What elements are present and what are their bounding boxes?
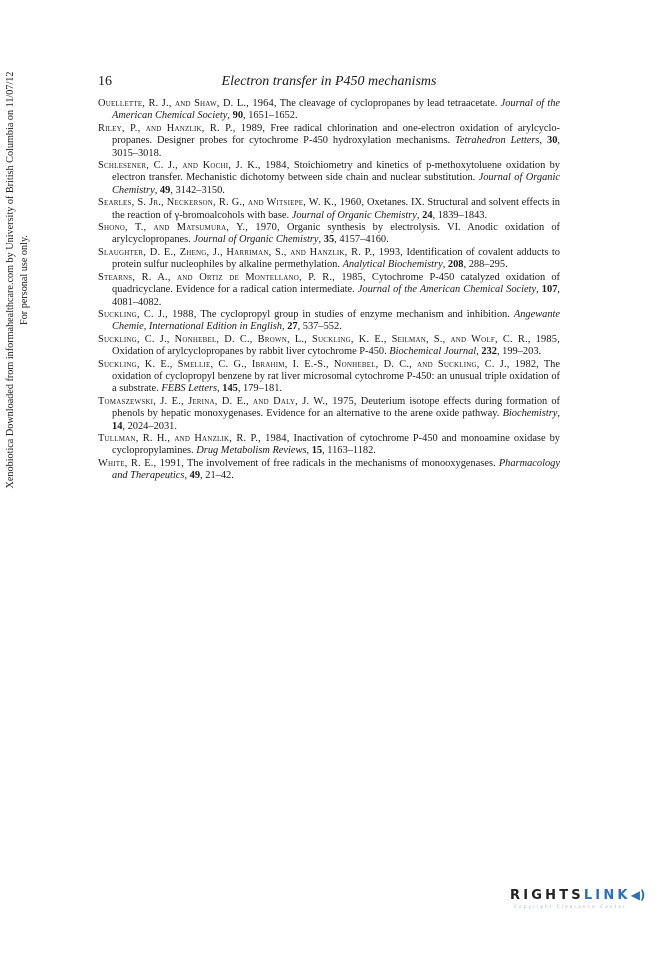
- reference-pages: , 1163–1182.: [322, 445, 376, 457]
- reference-title: The oxidation of cyclopropyl benzene by rat liver microsomal cytochrome P-450: an unusual triple oxidation of a substrate.: [112, 358, 560, 395]
- logo-rights-text: RIGHTS: [510, 888, 584, 903]
- reference-separator: ,: [318, 234, 324, 246]
- reference-volume: 49: [159, 184, 171, 196]
- reference-entry: [98, 222, 560, 247]
- reference-entry: [98, 458, 560, 483]
- reference-journal: Drug Metabolism Reviews: [196, 445, 307, 457]
- reference-entry: [98, 160, 560, 197]
- reference-authors: Tullman, R. H., and Hanzlik, R. P., 1984,: [98, 432, 290, 444]
- running-title: Electron transfer in P450 mechanisms: [221, 74, 437, 89]
- reference-authors: Schlesener, C. J., and Kochi, J. K., 1984,: [98, 160, 290, 172]
- reference-journal: Angewante Chemie, International Edition in English: [112, 308, 561, 333]
- reference-authors: Shono, T., and Matsumura, Y., 1970,: [98, 222, 280, 234]
- reference-volume: 208: [447, 259, 464, 271]
- logo-tagline: Copyright Clearance Center: [514, 904, 627, 909]
- reference-separator: ,: [306, 445, 312, 457]
- reference-journal: Journal of the American Chemical Society: [357, 284, 537, 296]
- reference-list: [98, 98, 560, 483]
- reference-separator: ,: [227, 110, 233, 122]
- reference-separator: ,: [536, 284, 542, 296]
- reference-authors: Suckling, K. E., Smellie, C. G., Ibrahim, I. E.-S., Nonhebel, D. C., and Suckling, C. J., 1982,: [98, 358, 540, 370]
- reference-title: Organic synthesis by electrolysis. VI. Anodic oxidation of arylcyclopropanes.: [112, 222, 561, 246]
- reference-volume: 145: [222, 383, 238, 395]
- reference-authors: Ouellette, R. J., and Shaw, D. L., 1964,: [98, 98, 277, 109]
- logo-link-text: LINK: [583, 888, 631, 903]
- reference-pages: , 21–42.: [200, 470, 234, 482]
- rightslink-mark-icon: ◀): [630, 888, 646, 902]
- reference-pages: , 179–181.: [237, 383, 283, 395]
- watermark-line-1: Xenobiotica Downloaded from informahealthcare.com by University of British Columbia on 11/07/12: [5, 71, 16, 489]
- reference-entry: [98, 247, 560, 272]
- reference-journal: Biochemistry: [502, 408, 558, 420]
- rightslink-logo: [510, 888, 660, 918]
- reference-title: Identification of covalent adducts to protein sulfur nucleophiles by alkaline permethylation.: [112, 246, 560, 271]
- reference-journal: Journal of Organic Chemistry: [112, 172, 560, 196]
- reference-volume: 49: [189, 470, 201, 482]
- reference-authors: White, R. E., 1991,: [98, 457, 185, 469]
- reference-volume: 15: [311, 445, 323, 457]
- reference-authors: Suckling, C. J., Nonhebel, D. C., Brown, L., Suckling, K. E., Seilman, S., and Wolf, C. R., 1985,: [98, 333, 560, 345]
- reference-entry: [98, 334, 560, 359]
- reference-entry: [98, 197, 560, 222]
- reference-title: Oxetanes. IX. Structural and solvent effects in the reaction of γ-bromoalcohols with base.: [112, 197, 561, 221]
- reference-title: Free radical chlorination and one-electron oxidation of arylcyclo-propanes. Designer probes for cytochrome P-450 hydroxylation mechanisms.: [112, 122, 560, 147]
- reference-journal: Biochemical Journal: [389, 346, 477, 358]
- reference-authors: Riley, P., and Hanzlik, R. P., 1989,: [98, 122, 266, 134]
- reference-pages: , 3015–3018.: [112, 135, 561, 159]
- reference-pages: , 4157–4160.: [334, 234, 389, 246]
- reference-authors: Stearns, R. A., and Ortiz de Montellano, P. R., 1985,: [98, 271, 366, 283]
- reference-pages: , 2024–2031.: [122, 420, 177, 432]
- reference-entry: [98, 98, 560, 123]
- reference-pages: , 3142–3150.: [170, 184, 225, 196]
- reference-volume: 107: [541, 284, 558, 296]
- watermark-line-2: For personal use only.: [19, 235, 30, 325]
- reference-authors: Tomaszewski, J. E., Jerina, D. E., and Daly, J. W., 1975,: [98, 395, 357, 407]
- running-header: [98, 74, 560, 92]
- reference-pages: , 537–552.: [297, 321, 342, 333]
- reference-entry: [98, 272, 560, 309]
- reference-title: Deuterium isotope effects during formation of phenols by hepatic monoxygenases. Evidence for an alternative to the arene oxide pathway.: [112, 395, 560, 420]
- reference-journal: Journal of the American Chemical Society: [112, 98, 561, 122]
- reference-separator: ,: [539, 135, 548, 147]
- reference-journal: Pharmacology and Therapeutics: [112, 457, 560, 482]
- reference-separator: ,: [557, 408, 560, 420]
- reference-separator: ,: [476, 346, 482, 358]
- reference-volume: 24: [422, 209, 433, 221]
- reference-separator: ,: [154, 184, 160, 196]
- reference-entry: [98, 396, 560, 433]
- reference-volume: 30: [547, 135, 558, 147]
- reference-authors: Suckling, C. J., 1988,: [98, 308, 197, 320]
- reference-entry: [98, 359, 560, 396]
- reference-title: The cleavage of cyclopropanes by lead tetraacetate.: [276, 98, 501, 109]
- reference-authors: Slaughter, D. E., Zheng, J., Harriman, S., and Hanzlik, R. P., 1993,: [98, 246, 404, 258]
- reference-separator: ,: [442, 259, 448, 271]
- reference-journal: Tetrahedron Letters: [455, 135, 540, 147]
- reference-title: The involvement of free radicals in the mechanisms of monooxygenases.: [184, 457, 499, 469]
- reference-volume: 232: [481, 346, 497, 358]
- reference-title: Cytochrome P-450 catalyzed oxidation of quadricyclane. Evidence for a radical cation intermediate.: [112, 271, 561, 296]
- reference-title: Oxidation of arylcyclopropanes by rabbit liver cytochrome P-450.: [112, 346, 390, 358]
- reference-pages: , 288–295.: [463, 259, 508, 271]
- reference-separator: ,: [282, 321, 288, 333]
- page-number: 16: [98, 74, 112, 89]
- reference-pages: , 199–203.: [496, 346, 542, 358]
- download-watermark: [4, 0, 36, 560]
- reference-pages: , 1651–1652.: [243, 110, 298, 122]
- reference-title: Inactivation of cytochrome P-450 and monoamine oxidase by cyclopropylamines.: [112, 432, 560, 457]
- reference-entry: [98, 123, 560, 160]
- reference-pages: , 4081–4082.: [112, 284, 560, 308]
- reference-title: The cyclopropyl group in studies of enzyme mechanism and inhibition.: [196, 308, 514, 320]
- reference-volume: 14: [112, 420, 123, 432]
- reference-entry: [98, 309, 560, 334]
- reference-separator: ,: [416, 209, 423, 221]
- reference-journal: Journal of Organic Chemistry: [291, 209, 417, 221]
- reference-authors: Searles, S. Jr., Neckerson, R. G., and Witsiepe, W. K., 1960,: [98, 197, 365, 209]
- reference-entry: [98, 433, 560, 458]
- reference-title: Stoichiometry and kinetics of p-methoxytoluene oxidation by electron transfer. Mechanistic dichotomy between side chain and nuclear substitution.: [112, 160, 560, 184]
- reference-volume: 90: [232, 110, 244, 122]
- reference-separator: ,: [184, 470, 190, 482]
- reference-pages: , 1839–1843.: [432, 209, 488, 221]
- reference-separator: ,: [217, 383, 223, 395]
- reference-journal: FEBS Letters: [161, 383, 218, 395]
- reference-journal: Analytical Biochemistry: [342, 259, 443, 271]
- reference-volume: 27: [287, 321, 298, 333]
- reference-volume: 35: [323, 234, 335, 246]
- reference-journal: Journal of Organic Chemistry: [193, 234, 319, 246]
